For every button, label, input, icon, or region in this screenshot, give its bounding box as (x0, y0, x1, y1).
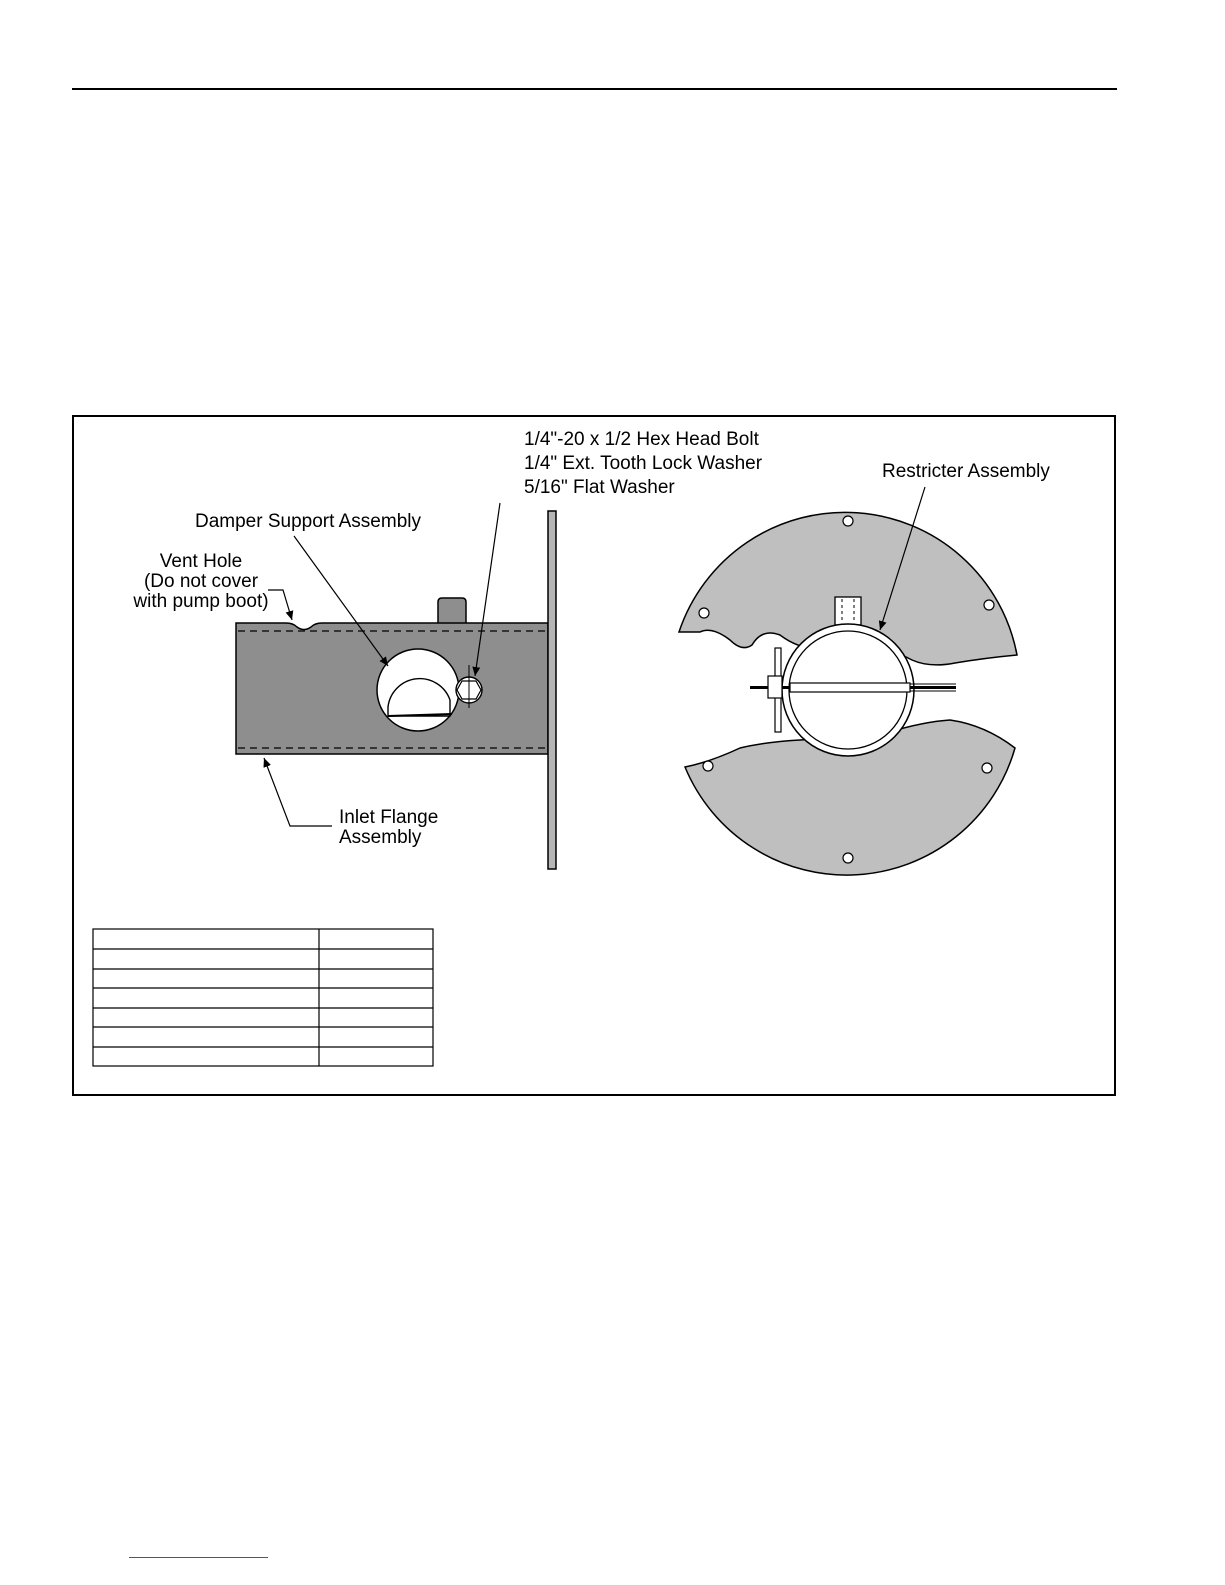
vent-hole-label-line3: with pump boot) (133, 591, 269, 612)
inlet-flange-label-line1: Inlet Flange (339, 807, 439, 828)
inlet-flange-label-line2: Assembly (339, 827, 422, 848)
footer-link-underline[interactable] (129, 1557, 268, 1558)
parts-table (93, 929, 433, 1066)
damper-support-label: Damper Support Assembly (195, 511, 421, 532)
restricter-drawing (679, 512, 1017, 875)
vent-hole-label-line1: Vent Hole (159, 551, 243, 572)
restricter-label: Restricter Assembly (882, 461, 1050, 482)
bolt-label-line1: 1/4"-20 x 1/2 Hex Head Bolt (524, 429, 759, 450)
vent-hole-label-line2: (Do not cover (143, 571, 259, 592)
mounting-plate (548, 511, 556, 869)
bolt-label-line3: 5/16" Flat Washer (524, 477, 675, 498)
bolt-label-line2: 1/4" Ext. Tooth Lock Washer (524, 453, 763, 474)
